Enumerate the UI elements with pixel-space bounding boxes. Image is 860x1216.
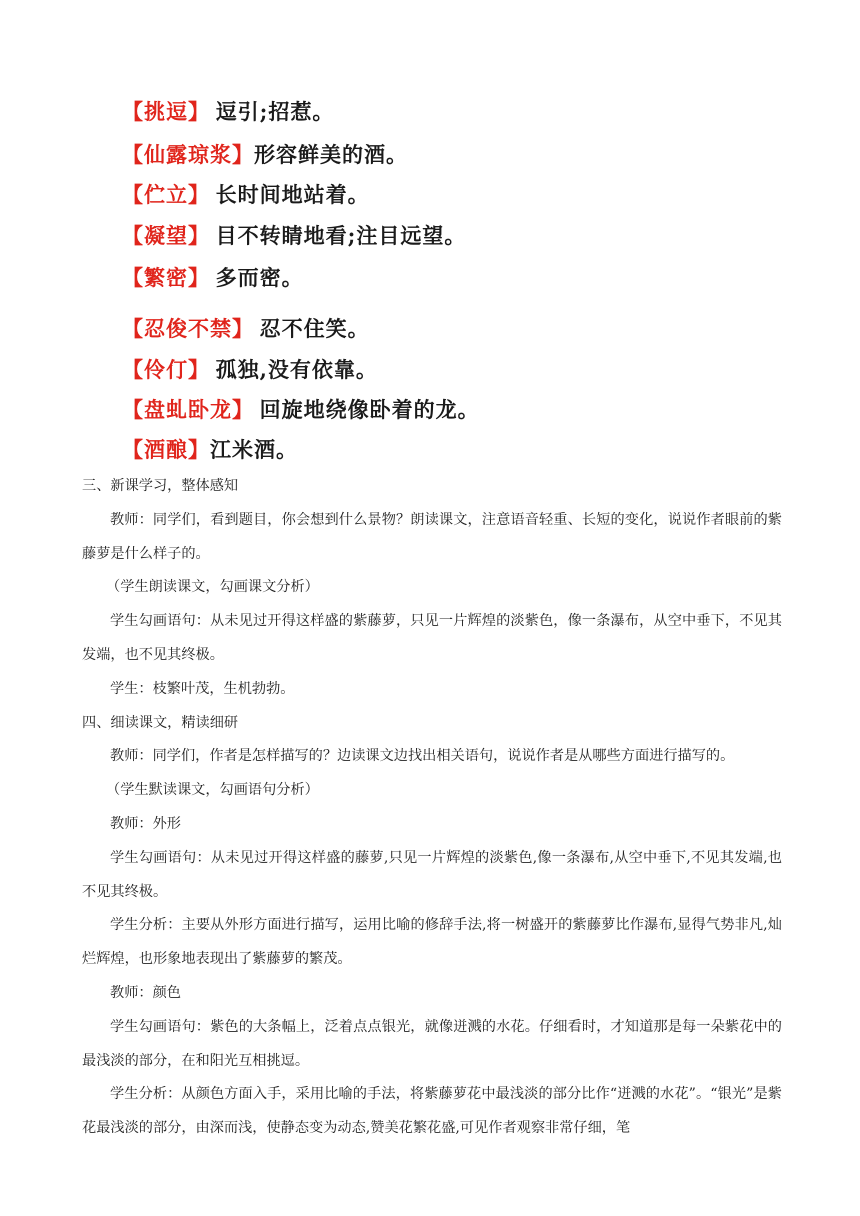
paragraph: 教师：颜色 [110, 984, 181, 1001]
paragraph: 学生勾画语句：从未见过开得这样盛的紫藤萝，只见一片辉煌的淡紫色，像一条瀑布，从空中垂下，不见其发端，也不见其终极。 [82, 613, 782, 663]
vocab-definition: 逗引;招惹。 [215, 99, 335, 124]
paragraph: 学生勾画语句：紫色的大条幅上，泛着点点银光，就像迸溅的水花。仔细看时，才知道那是每一朵紫花中的最浅淡的部分，在和阳光互相挑逗。 [82, 1018, 782, 1069]
section-heading: 三、新课学习，整体感知 [82, 478, 239, 494]
vocab-term: 【伫立】 [122, 182, 210, 207]
section-heading: 四、细读课文，精读细研 [82, 714, 239, 731]
paragraph: 教师：外形 [110, 815, 181, 832]
vocab-definition: 长时间地站着。 [215, 182, 370, 207]
vocab-item [122, 139, 408, 169]
vocab-term: 【伶仃】 [122, 357, 210, 382]
paragraph: 教师：同学们，作者是怎样描写的？边读课文边找出相关语句，说说作者是从哪些方面进行描写的。 [110, 748, 735, 765]
vocab-definition: 忍不住笑。 [259, 316, 370, 341]
vocab-item [122, 96, 334, 126]
vocab-item [122, 313, 370, 343]
lesson-body [82, 470, 782, 1146]
vocab-item [122, 354, 378, 384]
vocab-item [122, 220, 466, 250]
vocab-term: 【挑逗】 [122, 99, 210, 124]
paragraph-note: （学生默读课文，勾画语句分析） [106, 782, 319, 799]
vocab-term: 【酒酿】 [122, 437, 210, 462]
vocab-definition: 多而密。 [215, 265, 304, 290]
vocab-term: 【盘虬卧龙】 [122, 397, 254, 422]
vocab-item [122, 179, 370, 209]
paragraph-note: （学生朗读课文，勾画课文分析） [106, 579, 319, 596]
vocab-item [122, 434, 298, 464]
vocab-item [122, 394, 480, 424]
paragraph: 学生分析：主要从外形方面进行描写，运用比喻的修辞手法,将一树盛开的紫藤萝比作瀑布,显得气势非凡,灿烂辉煌，也形象地表现出了紫藤萝的繁茂。 [82, 917, 782, 968]
vocab-definition: 目不转睛地看;注目远望。 [215, 223, 467, 248]
vocab-definition: 江米酒。 [210, 437, 298, 462]
paragraph: 学生分析：从颜色方面入手，采用比喻的手法，将紫藤萝花中最浅淡的部分比作“迸溅的水花”。“银光”是紫花最浅淡的部分，由深而浅，使静态变为动态,赞美花繁花盛,可见作者观察非常仔细，笔 [82, 1086, 782, 1137]
vocab-definition: 形容鲜美的酒。 [254, 142, 408, 167]
vocab-definition: 孤独,没有依靠。 [215, 357, 378, 382]
vocab-definition: 回旋地绕像卧着的龙。 [259, 397, 480, 422]
vocab-item [122, 262, 304, 292]
vocab-term: 【繁密】 [122, 265, 210, 290]
vocab-term: 【凝望】 [122, 223, 210, 248]
vocab-term: 【仙露琼浆】 [122, 142, 254, 167]
vocab-term: 【忍俊不禁】 [122, 316, 254, 341]
paragraph: 教师：同学们，看到题目，你会想到什么景物？朗读课文，注意语音轻重、长短的变化，说说作者眼前的紫藤萝是什么样子的。 [82, 511, 782, 562]
paragraph: 学生：枝繁叶茂，生机勃勃。 [110, 680, 295, 697]
paragraph: 学生勾画语句：从未见过开得这样盛的藤萝,只见一片辉煌的淡紫色,像一条瀑布,从空中垂下,不见其发端,也不见其终极。 [82, 849, 782, 900]
